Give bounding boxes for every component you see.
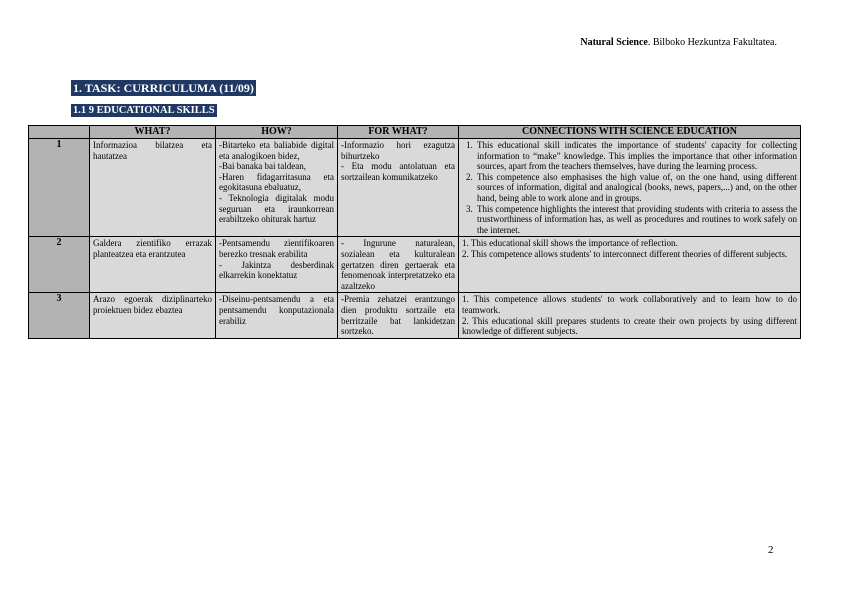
for-what-cell (338, 293, 459, 338)
how-item: -Diseinu-pentsamendu a eta pentsamendu konputazionala erabiliz (219, 294, 334, 326)
page-number: 2 (768, 544, 774, 556)
connections-cell (459, 237, 801, 293)
row-number: 3 (29, 293, 90, 338)
connection-item: 1. This educational skill shows the importance of reflection. (462, 238, 678, 249)
table-row (29, 139, 801, 237)
for-what-item: - Eta modu antolatuan eta sortzailean komunikatzeko (341, 161, 455, 182)
for-what-item: - Ingurune naturalean, sozialean eta kulturalean gertatzen diren gertaerak eta fenomenoak interpretatzeko eta azaltzeko (341, 238, 455, 291)
for-what-item: -Premia zehatzei erantzungo dien produktu sortzaile eta berritzaile bat lankidetzan sortzeko. (341, 294, 455, 337)
how-item: -Bai banaka bai taldean, (219, 161, 306, 172)
how-cell (216, 139, 338, 237)
connections-list (462, 140, 797, 235)
how-cell (216, 237, 338, 293)
column-header (29, 126, 90, 139)
row-number: 1 (29, 139, 90, 237)
header-faculty: . Bilboko Hezkuntza Fakultatea. (647, 37, 777, 48)
how-item: -Pentsamendu zientifikoaren berezko tresnak erabilita (219, 238, 334, 259)
connection-item: 2. This competence allows students' to interconnect different theories of different subjects. (462, 248, 788, 259)
connection-item: 3. This competence highlights the interest that providing students with criteria to assess the trustworthiness of information has, as well as procedures and routines to work safely on the internet. (475, 204, 797, 236)
connection-item: 2. This educational skill prepares students to create their own projects by using different knowledge of different subjects. (462, 315, 797, 337)
connection-item: 1. This educational skill indicates the importance of students' capacity for collecting information to “make” knowledge. This implies the importance that other information sources, apart from the teachers themselves, have during the learning process. (475, 140, 797, 172)
section-heading: 1.1 9 EDUCATIONAL SKILLS (73, 105, 215, 116)
header-subject: Natural Science (580, 37, 648, 48)
what-cell: Galdera zientifiko errazak planteatzea eta erantzutea (90, 237, 216, 293)
page-header (580, 37, 777, 48)
connection-item: 1. This competence allows students' to work collaboratively and to learn how to do teamwork. (462, 294, 797, 315)
connections-cell (459, 139, 801, 237)
what-cell: Informazioa bilatzea eta hautatzea (90, 139, 216, 237)
table-row (29, 293, 801, 338)
row-number: 2 (29, 237, 90, 293)
for-what-item: -Informazio hori ezagutza bihurtzeko (341, 140, 455, 161)
for-what-cell (338, 237, 459, 293)
how-item: - Jakintza desberdinak elkarrekin konektatuz (219, 259, 334, 281)
skills-table (28, 125, 801, 339)
connections-cell (459, 293, 801, 338)
how-item: -Haren fidagarritasuna eta egokitasuna ebaluatuz, (219, 171, 334, 193)
column-header-how: HOW? (216, 126, 338, 139)
task-heading: 1. TASK: CURRICULUMA (11/09) (73, 81, 254, 95)
what-cell: Arazo egoerak diziplinarteko proiektuen bidez ebaztea (90, 293, 216, 338)
table-row (29, 237, 801, 293)
column-header-what: WHAT? (90, 126, 216, 139)
how-item: - Teknologia digitalak modu seguruan eta iraunkorrean erabiltzeko ohiturak hartuz (219, 192, 334, 225)
table-header-row (29, 126, 801, 139)
how-cell (216, 293, 338, 338)
column-header-for-what: FOR WHAT? (338, 126, 459, 139)
how-item: -Bitarteko eta baliabide digital eta analogikoen bidez, (219, 140, 334, 161)
for-what-cell (338, 139, 459, 237)
column-header-connections: CONNECTIONS WITH SCIENCE EDUCATION (459, 126, 801, 139)
connection-item: 2. This competence also emphasises the high value of, on the one hand, using different sources of information, digital and analogical (books, news, papers,...) and, on the other hand, being able to work alone and in groups. (475, 172, 797, 204)
